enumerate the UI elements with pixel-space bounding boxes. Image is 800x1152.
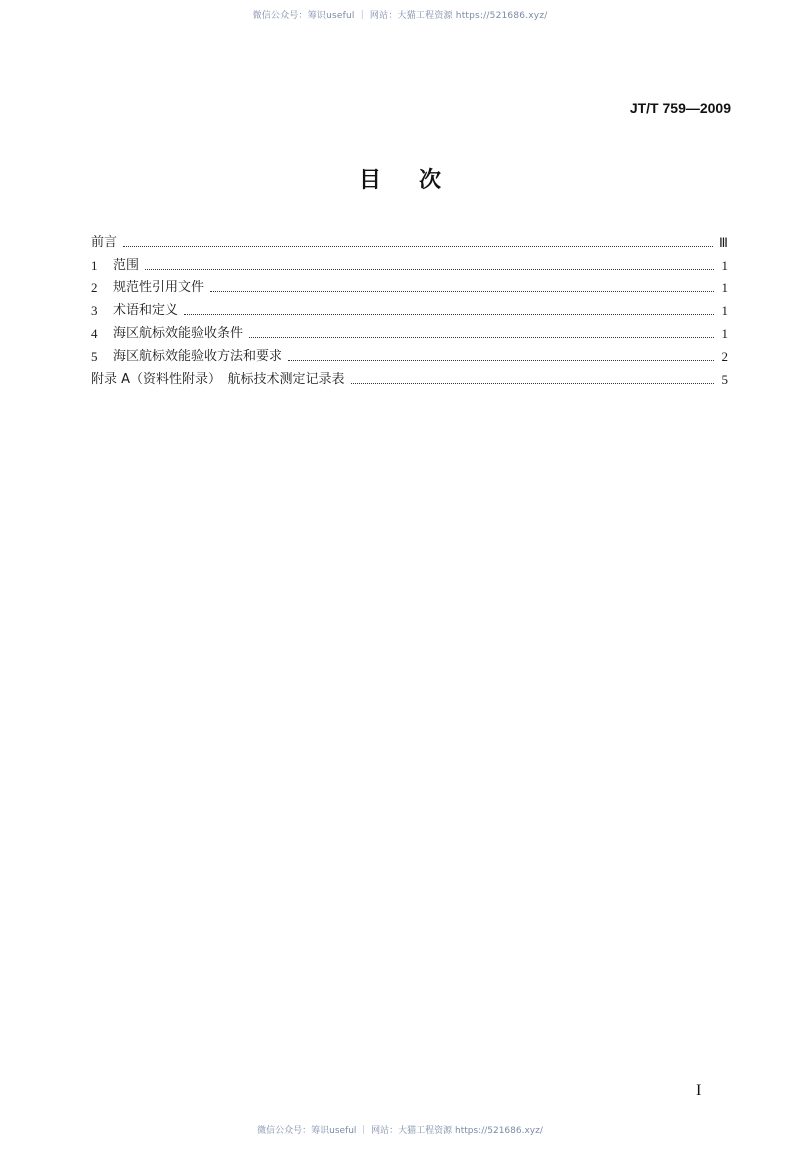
toc-leader-dots: [210, 290, 714, 292]
toc-entry-page: 1: [721, 325, 728, 341]
table-of-contents: [91, 228, 728, 388]
toc-entry-page: 1: [721, 303, 728, 319]
toc-entry-label: 附录 A（资料性附录） 航标技术测定记录表: [91, 371, 345, 387]
watermark-top: 微信公众号：筹识useful ｜ 网站：大猫工程资源 https://521686.xyz/: [252, 11, 548, 21]
toc-entry-label: 术语和定义: [113, 303, 179, 319]
toc-entry-terms-definitions[interactable]: [91, 296, 728, 319]
toc-entry-number: 4: [91, 325, 98, 341]
toc-entry-page: Ⅲ: [719, 234, 728, 250]
toc-entry-scope[interactable]: [91, 251, 728, 274]
toc-leader-dots: [249, 336, 714, 338]
toc-entry-foreword[interactable]: [91, 228, 728, 251]
document-code: JT/T 759—2009: [629, 100, 731, 116]
toc-entry-acceptance-conditions[interactable]: [91, 319, 728, 342]
toc-entry-label: 范围: [113, 257, 140, 273]
toc-entry-number: 1: [91, 257, 98, 273]
toc-leader-dots: [351, 382, 714, 384]
toc-entry-label: 海区航标效能验收方法和要求: [113, 348, 283, 364]
toc-entry-normative-references[interactable]: [91, 274, 728, 297]
toc-leader-dots: [288, 359, 714, 361]
page-number: I: [696, 1082, 702, 1099]
toc-entry-page: 2: [721, 348, 728, 364]
toc-entry-label: 规范性引用文件: [113, 280, 205, 296]
toc-leader-dots: [184, 313, 714, 315]
toc-entry-page: 5: [721, 371, 728, 387]
toc-entry-label: 前言: [91, 234, 118, 250]
toc-entry-number: 3: [91, 303, 98, 319]
toc-leader-dots: [123, 245, 713, 247]
toc-title: 目次: [358, 168, 479, 193]
toc-entry-page: 1: [721, 257, 728, 273]
toc-leader-dots: [145, 268, 714, 270]
toc-entry-label: 海区航标效能验收条件: [113, 325, 244, 341]
toc-entry-number: 2: [91, 280, 98, 296]
toc-entry-number: 5: [91, 348, 98, 364]
toc-entry-acceptance-methods[interactable]: [91, 342, 728, 365]
toc-entry-page: 1: [721, 280, 728, 296]
watermark-bottom: 微信公众号：筹识useful ｜ 网站：大猫工程资源 https://521686.xyz/: [257, 1126, 543, 1136]
toc-entry-annex-a[interactable]: [91, 365, 728, 388]
